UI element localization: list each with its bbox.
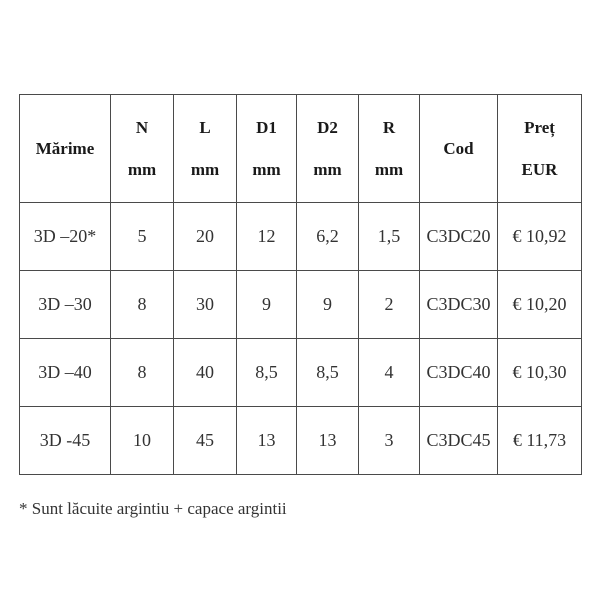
header-cell-d1 xyxy=(237,95,297,203)
cell-n: 8 xyxy=(111,271,174,339)
cell-n: 10 xyxy=(111,407,174,475)
header-unit: mm xyxy=(313,159,342,179)
cell-size: 3D -45 xyxy=(20,407,111,475)
footnote: * Sunt lăcuite argintiu + capace argintii xyxy=(19,499,287,518)
cell-d2: 6,2 xyxy=(297,203,359,271)
cell-price: € 10,30 xyxy=(498,339,582,407)
header-unit: mm xyxy=(252,159,281,179)
header-cell-d2 xyxy=(297,95,359,203)
header-label: L xyxy=(199,117,211,137)
cell-l: 20 xyxy=(174,203,237,271)
cell-d1: 13 xyxy=(237,407,297,475)
header-label: D2 xyxy=(317,117,338,137)
table-row xyxy=(20,271,582,339)
cell-d2: 13 xyxy=(297,407,359,475)
table-row xyxy=(20,407,582,475)
cell-price: € 10,20 xyxy=(498,271,582,339)
cell-price: € 10,92 xyxy=(498,203,582,271)
header-cell-code xyxy=(420,95,498,203)
cell-price: € 11,73 xyxy=(498,407,582,475)
header-label: N xyxy=(135,117,149,137)
header-unit: mm xyxy=(374,159,404,179)
header-row xyxy=(20,95,582,203)
product-spec-table xyxy=(19,94,582,475)
header-unit: mm xyxy=(190,159,220,179)
header-cell-price xyxy=(498,95,582,203)
cell-n: 5 xyxy=(111,203,174,271)
header-cell-n xyxy=(111,95,174,203)
header-unit: EUR xyxy=(521,159,558,179)
table-row xyxy=(20,203,582,271)
cell-code: C3DC20 xyxy=(420,203,498,271)
cell-r: 1,5 xyxy=(359,203,420,271)
cell-n: 8 xyxy=(111,339,174,407)
cell-l: 30 xyxy=(174,271,237,339)
table-row xyxy=(20,339,582,407)
cell-l: 40 xyxy=(174,339,237,407)
header-unit: mm xyxy=(127,159,157,179)
cell-d2: 8,5 xyxy=(297,339,359,407)
header-label: R xyxy=(382,117,396,137)
cell-r: 2 xyxy=(359,271,420,339)
cell-size: 3D –40 xyxy=(20,339,111,407)
header-label: Cod xyxy=(443,138,474,158)
cell-code: C3DC30 xyxy=(420,271,498,339)
cell-l: 45 xyxy=(174,407,237,475)
cell-size: 3D –20* xyxy=(20,203,111,271)
header-label: Preț xyxy=(524,117,555,137)
cell-r: 4 xyxy=(359,339,420,407)
header-cell-l xyxy=(174,95,237,203)
cell-code: C3DC40 xyxy=(420,339,498,407)
header-cell-r xyxy=(359,95,420,203)
cell-d2: 9 xyxy=(297,271,359,339)
cell-d1: 12 xyxy=(237,203,297,271)
header-label: D1 xyxy=(256,117,277,137)
cell-code: C3DC45 xyxy=(420,407,498,475)
cell-size: 3D –30 xyxy=(20,271,111,339)
cell-r: 3 xyxy=(359,407,420,475)
header-label: Mărime xyxy=(35,138,95,158)
cell-d1: 9 xyxy=(237,271,297,339)
cell-d1: 8,5 xyxy=(237,339,297,407)
header-cell-size xyxy=(20,95,111,203)
